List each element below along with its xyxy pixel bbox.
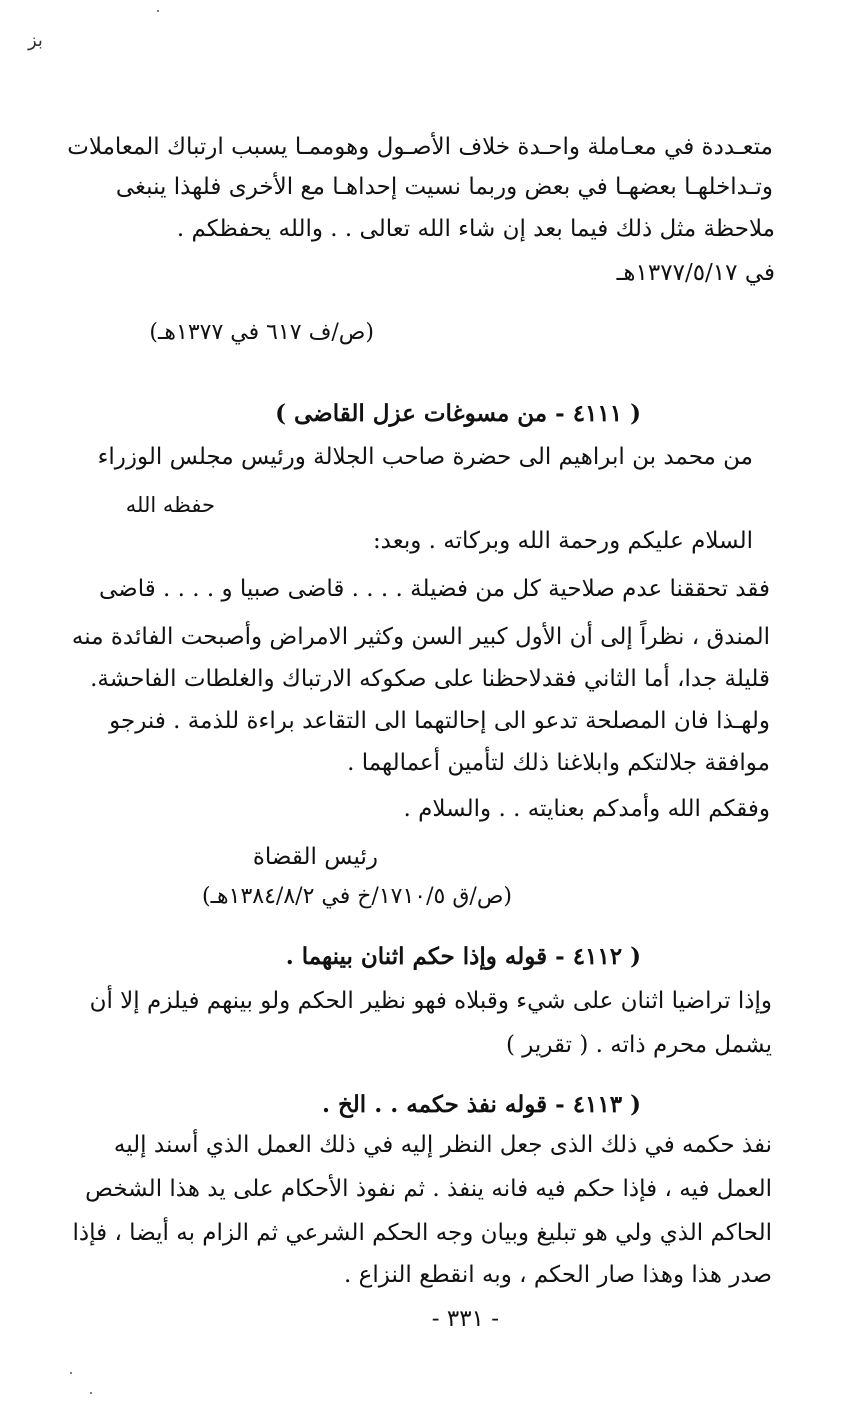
letter-body2-line: ولهـذا فان المصلحة تدعو الى إحالتهما الى التقاعد براءة للذمة . فنرجو (109, 708, 770, 734)
reference-1: (ص/ف ٦١٧ في ١٣٧٧هـ) (149, 320, 374, 345)
corner-mark: بز (28, 30, 43, 51)
para-4113-line: صدر هذا وهذا صار الحكم ، وبه انقطع النزاع . (344, 1262, 772, 1288)
letter-blessing: حفظه الله (125, 493, 215, 517)
letter-greeting: السلام عليكم ورحمة الله وبركاته . وبعد: (372, 528, 753, 554)
para-4112-line: يشمل محرم ذاته . ( تقرير ) (505, 1032, 772, 1058)
speck (157, 10, 159, 12)
para-4113-line: العمل فيه ، فإذا حكم فيه فانه ينفذ . ثم نفوذ الأحكام على يد هذا الشخص (85, 1176, 772, 1202)
letter-body2-line: موافقة جلالتكم وابلاغنا ذلك لتأمين أعمالهما . (347, 750, 770, 776)
page-number: - ٣٣١ - (431, 1306, 499, 1332)
letter-from-line: من محمد بن ابراهيم الى حضرة صاحب الجلالة ورئيس مجلس الوزراء (97, 444, 753, 470)
para-4113-line: نفذ حكمه في ذلك الذى جعل النظر إليه في ذلك العمل الذي أسند إليه (113, 1132, 772, 1158)
letter-closing: وفقكم الله وأمدكم بعنايته . . والسلام . (403, 796, 770, 822)
paragraph1-line: وتـداخلهـا بعضهـا في بعض وربما نسيت إحداهـا مع الأخرى فلهذا ينبغى (115, 174, 773, 200)
letter-body-line: قليلة جدا، أما الثاني فقدلاحظنا على صكوكه الارتباك والغلطات الفاحشة. (90, 666, 770, 692)
letter-signature: رئيس القضاة (252, 844, 378, 870)
paragraph1-line: متعـددة في معـاملة واحـدة خلاف الأصـول وهوممـا يسبب ارتباك المعاملات (67, 134, 773, 160)
para-4113-line: الحاكم الذي ولي هو تبليغ وبيان وجه الحكم الشرعي ثم الزام به أيضا ، فإذا (72, 1220, 772, 1246)
letter-body-line: المندق ، نظراً إلى أن الأول كبير السن وكثير الامراض وأصبحت الفائدة منه (71, 624, 770, 650)
para-4112-line: وإذا تراضيا اثنان على شيء وقبلاه فهو نظير الحكم ولو بينهم فيلزم إلا أن (89, 988, 772, 1014)
date-line: في ١٣٧٧/٥/١٧هـ (616, 260, 775, 286)
section-heading-4111: ( ٤١١١ - من مسوغات عزل القاضى ) (275, 400, 641, 427)
letter-body-line: فقد تحققنا عدم صلاحية كل من فضيلة . . . . قاضى صبيا و . . . . قاضى (99, 576, 770, 602)
paragraph1-line: ملاحظة مثل ذلك فيما بعد إن شاء الله تعالى . . والله يحفظكم . (176, 216, 775, 242)
section-heading-4112: ( ٤١١٢ - قوله وإذا حكم اثنان بينهما . (285, 943, 641, 970)
reference-2: (ص/ق ١٧١٠/٥/خ في ١٣٨٤/٨/٢هـ) (202, 884, 512, 909)
speck (70, 1372, 72, 1374)
section-heading-4113: ( ٤١١٣ - قوله نفذ حكمه . . الخ . (321, 1091, 641, 1118)
speck (90, 1392, 92, 1394)
